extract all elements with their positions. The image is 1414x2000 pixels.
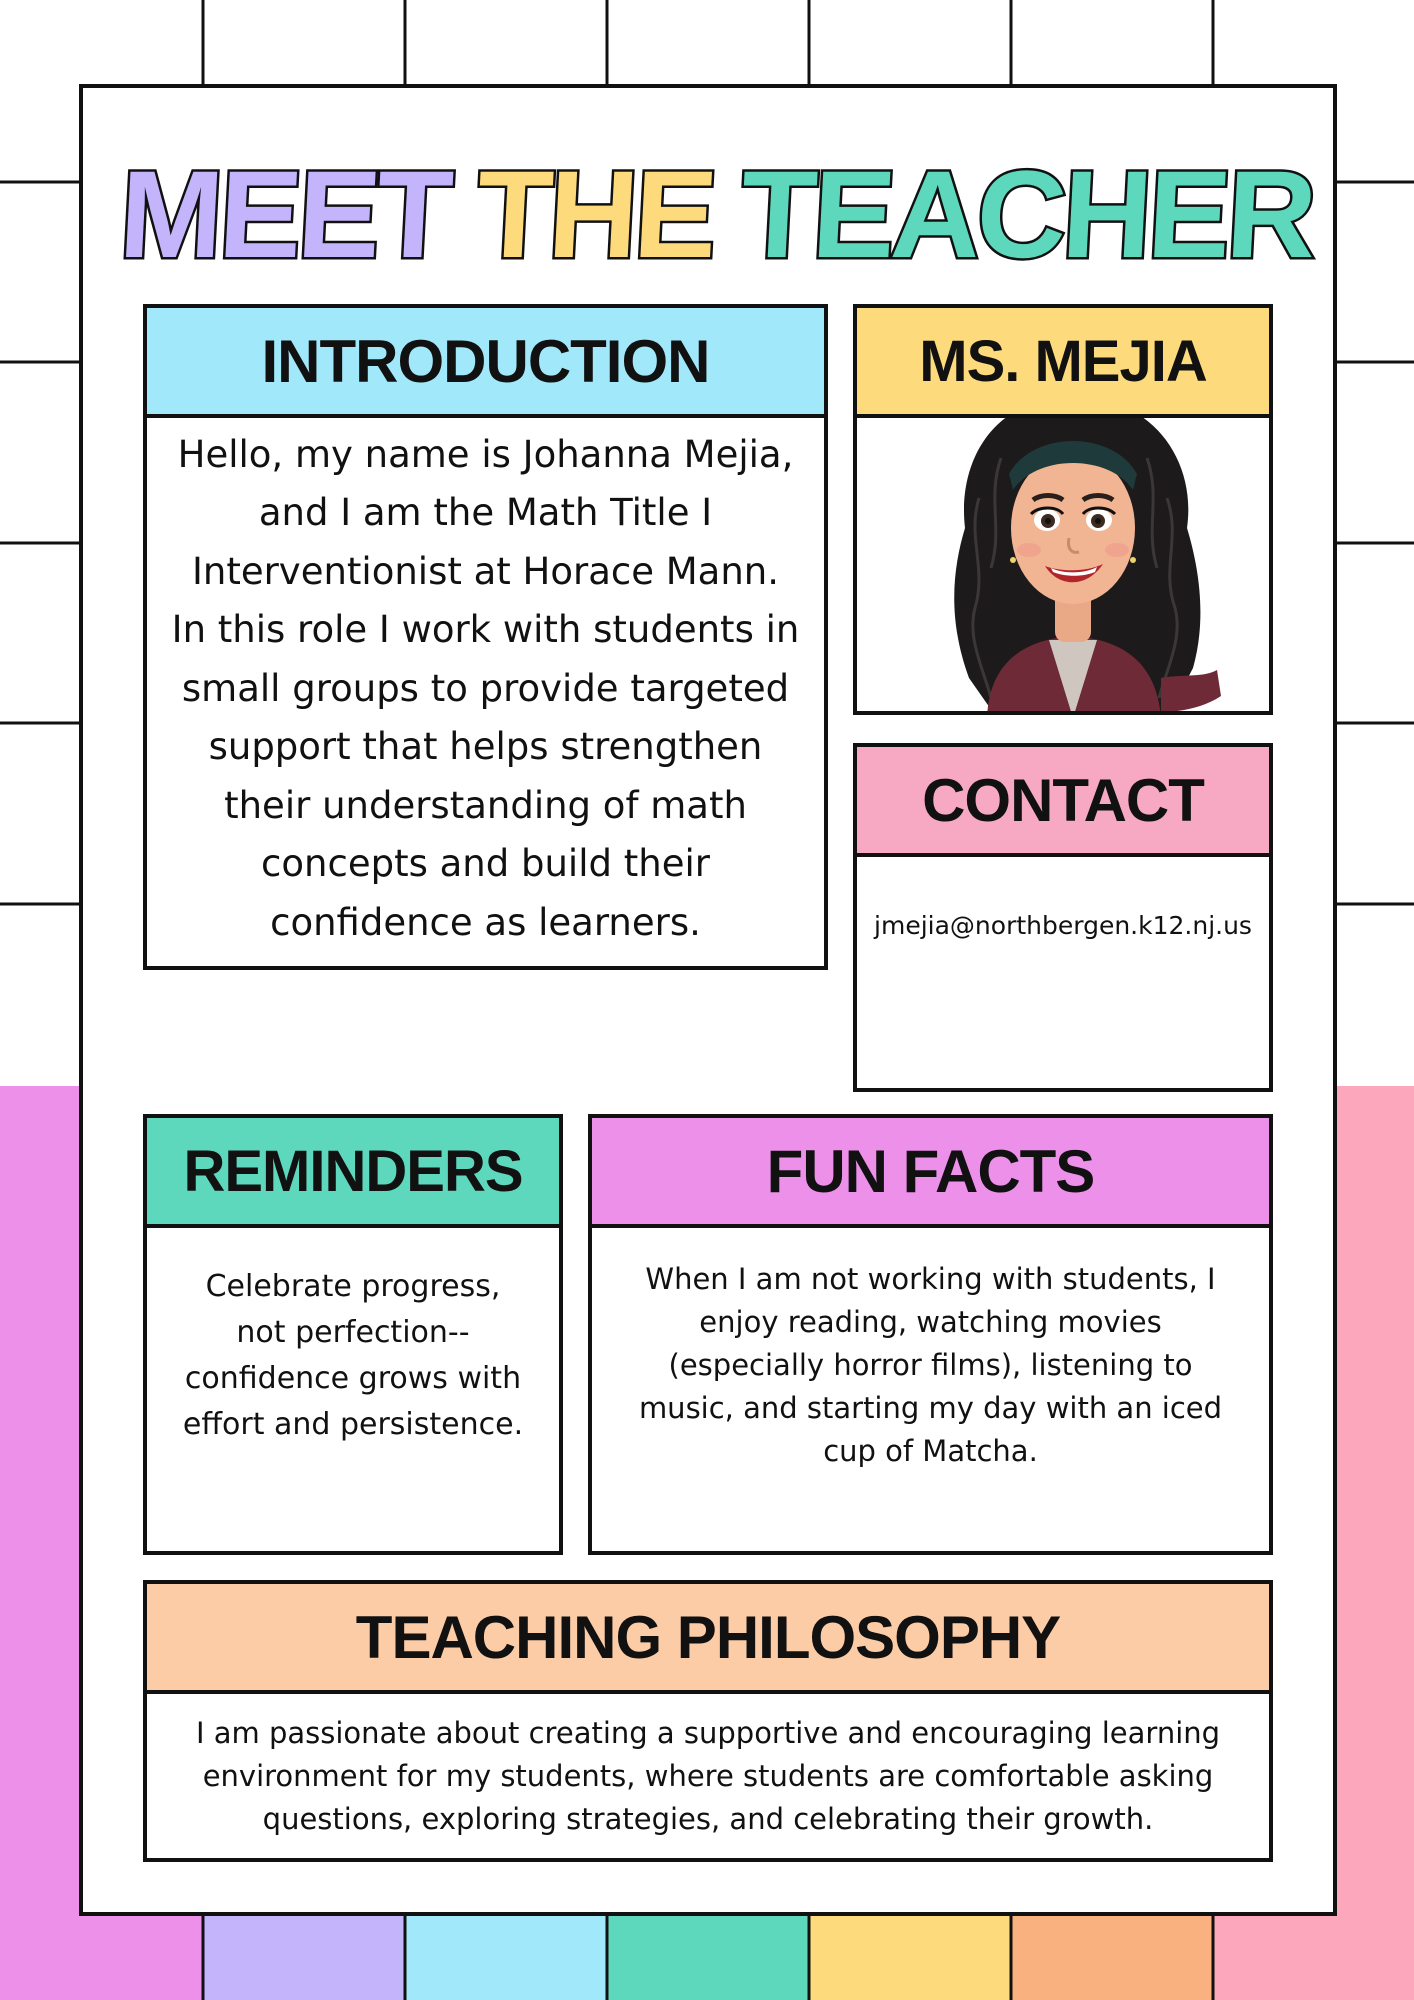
teaching-philosophy-text: I am passionate about creating a supportive and encouraging learning environment for my students, where students are comfortable asking questions, exploring strategies, and celebrating their growth. [195, 1715, 1221, 1836]
bottom-band-pink [1213, 1914, 1414, 2000]
introduction-heading: INTRODUCTION [147, 308, 824, 418]
reminders-heading: REMINDERS [147, 1118, 559, 1228]
reminders-section [143, 1114, 563, 1555]
introduction-section [143, 304, 828, 970]
bottom-band-magenta [0, 1914, 203, 2000]
bottom-band-teal [607, 1914, 809, 2000]
teacher-avatar [917, 378, 1227, 715]
fun-facts-text: When I am not working with students, I enjoy reading, watching movies (especially horror films), listening to music, and starting my day with an iced cup of Matcha. [638, 1262, 1223, 1468]
contact-section [853, 743, 1273, 1092]
bottom-band-blue [405, 1914, 607, 2000]
teacher-card [853, 304, 1273, 715]
fun-facts-section [588, 1114, 1273, 1555]
contact-heading: CONTACT [857, 747, 1269, 857]
title-word-teacher: TEACHER [736, 146, 1316, 284]
title-word-meet: MEET [116, 146, 453, 284]
introduction-text: Hello, my name is Johanna Mejia, and I am the Math Title I Interventionist at Horace Mann. In this role I work with students in small groups to provide targeted support that helps strengthen their understanding of math concepts and build their confidence as learners. [171, 432, 800, 944]
fun-facts-heading: FUN FACTS [592, 1118, 1269, 1228]
poster-card [79, 84, 1337, 1916]
bottom-band-purple [203, 1914, 405, 2000]
right-color-band [1336, 1086, 1414, 2000]
teaching-philosophy-section [143, 1580, 1273, 1862]
teaching-philosophy-heading: TEACHING PHILOSOPHY [147, 1584, 1269, 1694]
bottom-band-orange [1011, 1914, 1213, 2000]
teacher-name: MS. MEJIA [857, 308, 1269, 418]
bottom-band-yellow [809, 1914, 1011, 2000]
contact-email[interactable]: jmejia@northbergen.k12.nj.us [874, 911, 1252, 940]
page-title [116, 140, 1316, 290]
left-color-band [0, 1086, 80, 2000]
title-word-the: THE [472, 146, 717, 284]
reminders-text: Celebrate progress, not perfection--confidence grows with effort and persistence. [182, 1269, 524, 1442]
